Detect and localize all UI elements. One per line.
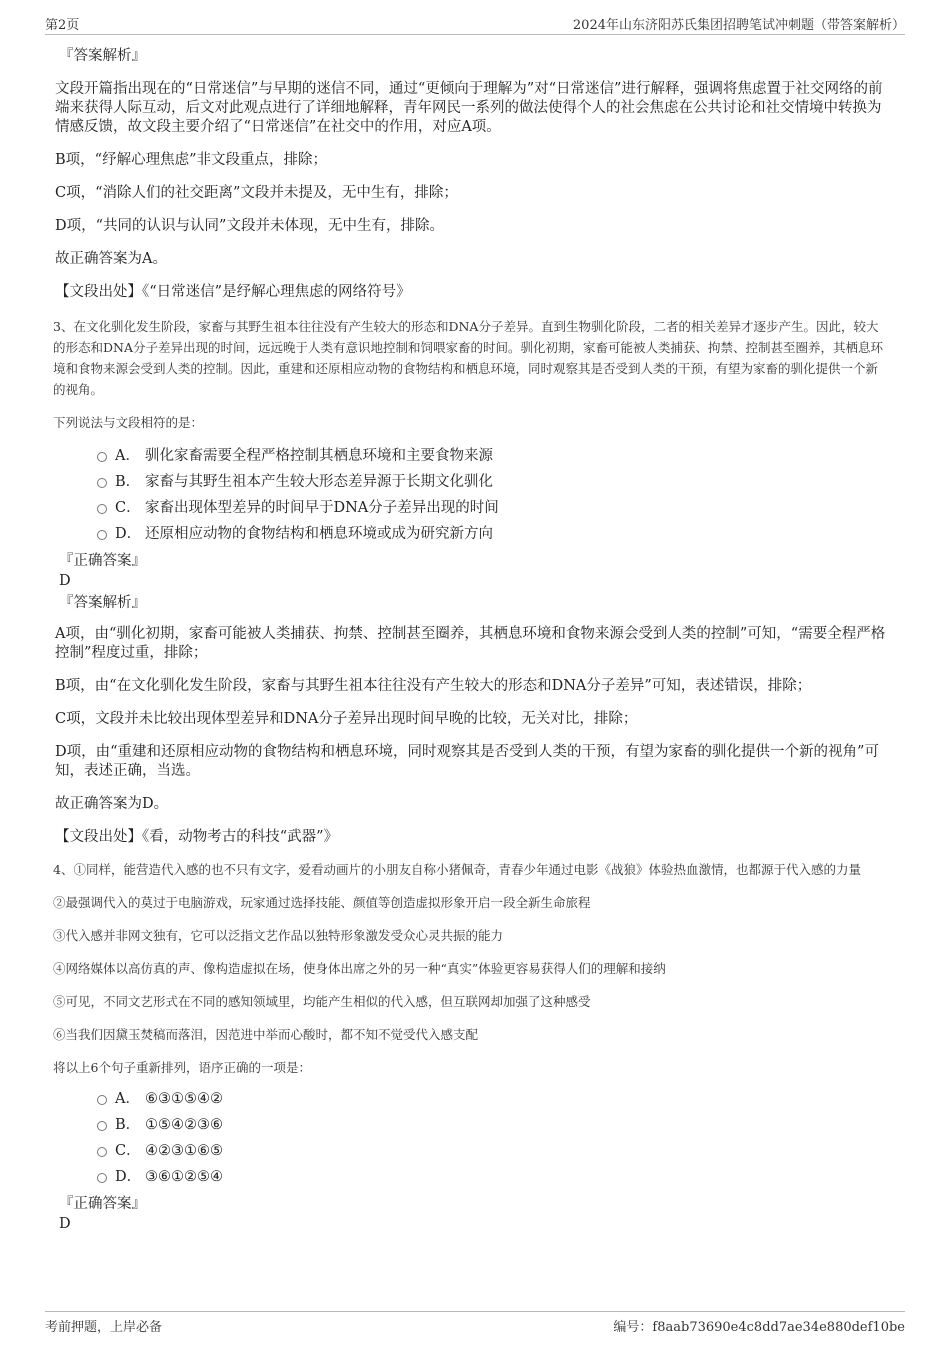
q2-source: 【文段出处】《“日常迷信”是纾解心理焦虑的网络符号》 xyxy=(55,284,411,300)
q3-prompt: 下列说法与文段相符的是： xyxy=(53,415,204,430)
q3-option-a-analysis: A项，由“驯化初期，家畜可能被人类捕获、拘禁、控制甚至圈养，其栖息环境和食物来源会受到人类的控制”可知，“需要全程严格控制”程度过重，排除； xyxy=(55,626,886,661)
q4-option-a[interactable]: A． ⑥③①⑤④② xyxy=(97,1086,890,1112)
document-title: 2024年山东济阳苏氏集团招聘笔试冲刺题（带答案解析） xyxy=(572,18,905,33)
radio-icon[interactable] xyxy=(97,1121,107,1131)
radio-icon[interactable] xyxy=(97,1147,107,1157)
q3-stem: 3、在文化驯化发生阶段，家畜与其野生祖本往往没有产生较大的形态和DNA分子差异。直到生物驯化阶段，二者的相关差异才逐步产生。因此，较大的形态和DNA分子差异出现的时间，远远晚于人类有意识地控制和饲喂家畜的时间。驯化初期，家畜可能被人类捕获、拘禁、控制甚至圈养，其栖息环境和食物来源会受到人类的控制。因此，重建和还原相应动物的食物结构和栖息环境，同时观察其是否受到人类的干预，有望为家畜的驯化提供一个新的视角。 xyxy=(53,319,883,397)
document-id: 编号：f8aab73690e4c8dd7ae34e880def10be xyxy=(613,1320,905,1335)
q3-conclusion: 故正确答案为D。 xyxy=(55,796,169,812)
q3-option-a[interactable]: A． 驯化家畜需要全程严格控制其栖息环境和主要食物来源 xyxy=(97,443,890,469)
q3-option-d-analysis: D项，由“重建和还原相应动物的食物结构和栖息环境，同时观察其是否受到人类的干预，有望为家畜的驯化提供一个新的视角”可知，表述正确，当选。 xyxy=(55,744,879,779)
q3-answer: D xyxy=(59,573,71,589)
q3-analysis-label: 『答案解析』 xyxy=(59,595,146,611)
q3-option-c-analysis: C项，文段并未比较出现体型差异和DNA分子差异出现时间早晚的比较，无关对比，排除； xyxy=(55,711,638,727)
q2-analysis-paragraph: 文段开篇指出现在的“日常迷信”与早期的迷信不同，通过“更倾向于理解为”对“日常迷信”进行解释，强调将焦虑置于社交网络的前端来获得人际互动，后文对此观点进行了详细地解释，青年网民一系列的做法使得个人的社会焦虑在公共讨论和社交情境中转换为情感反馈，故文段主要介绍了“日常迷信”在社交中的作用，对应A项。 xyxy=(55,81,883,135)
q3-option-b[interactable]: B． 家畜与其野生祖本产生较大形态差异源于长期文化驯化 xyxy=(97,469,890,495)
q2-option-d-analysis: D项，“共同的认识与认同”文段并未体现，无中生有，排除。 xyxy=(55,218,444,234)
footer-slogan: 考前押题，上岸必备 xyxy=(45,1320,163,1335)
q2-conclusion: 故正确答案为A。 xyxy=(55,251,167,267)
page-header xyxy=(45,14,905,35)
q3-options xyxy=(55,443,890,547)
q4-sentence-3: ③代入感并非网文独有，它可以泛指文艺作品以独特形象激发受众心灵共振的能力 xyxy=(53,928,504,943)
q4-sentence-5: ⑤可见，不同文艺形式在不同的感知领域里，均能产生相似的代入感，但互联网却加强了这种感受 xyxy=(53,994,591,1009)
radio-icon[interactable] xyxy=(97,478,107,488)
radio-icon[interactable] xyxy=(97,452,107,462)
q3-source: 【文段出处】《看，动物考古的科技“武器”》 xyxy=(55,829,339,845)
q4-options xyxy=(55,1086,890,1190)
radio-icon[interactable] xyxy=(97,1095,107,1105)
q4-sentence-4: ④网络媒体以高仿真的声、像构造虚拟在场，使身体出席之外的另一种“真实”体验更容易获得人们的理解和接纳 xyxy=(53,961,666,976)
radio-icon[interactable] xyxy=(97,530,107,540)
page-footer xyxy=(45,1311,905,1336)
q4-prompt: 将以上6个句子重新排列，语序正确的一项是： xyxy=(53,1060,311,1075)
q2-option-c-analysis: C项，“消除人们的社交距离”文段并未提及，无中生有，排除； xyxy=(55,185,458,201)
q4-answer-label: 『正确答案』 xyxy=(59,1196,146,1212)
q4-option-c[interactable]: C． ④②③①⑥⑤ xyxy=(97,1138,890,1164)
radio-icon[interactable] xyxy=(97,504,107,514)
q4-sentence-6: ⑥当我们因黛玉焚稿而落泪，因范进中举而心酸时，都不知不觉受代入感支配 xyxy=(53,1027,479,1042)
q3-option-b-analysis: B项，由“在文化驯化发生阶段，家畜与其野生祖本往往没有产生较大的形态和DNA分子差异”可知，表述错误，排除； xyxy=(55,678,812,694)
q2-option-b-analysis: B项，“纾解心理焦虑”非文段重点，排除； xyxy=(55,152,327,168)
q3-option-c[interactable]: C． 家畜出现体型差异的时间早于DNA分子差异出现的时间 xyxy=(97,495,890,521)
q4-option-b[interactable]: B． ①⑤④②③⑥ xyxy=(97,1112,890,1138)
q3-answer-label: 『正确答案』 xyxy=(59,553,146,569)
q4-sentence-1: 4、①同样，能营造代入感的也不只有文字，爱看动画片的小朋友自称小猪佩奇，青春少年通过电影《战狼》体验热血激情，也都源于代入感的力量 xyxy=(53,862,861,877)
page-number: 第2页 xyxy=(45,18,80,33)
q2-analysis-label: 『答案解析』 xyxy=(59,48,146,64)
q4-answer: D xyxy=(59,1216,71,1232)
radio-icon[interactable] xyxy=(97,1173,107,1183)
q3-option-d[interactable]: D． 还原相应动物的食物结构和栖息环境或成为研究新方向 xyxy=(97,521,890,547)
q4-sentence-2: ②最强调代入的莫过于电脑游戏，玩家通过选择技能、颜值等创造虚拟形象开启一段全新生命旅程 xyxy=(53,895,591,910)
document-content xyxy=(55,46,890,1234)
q4-option-d[interactable]: D． ③⑥①②⑤④ xyxy=(97,1164,890,1190)
